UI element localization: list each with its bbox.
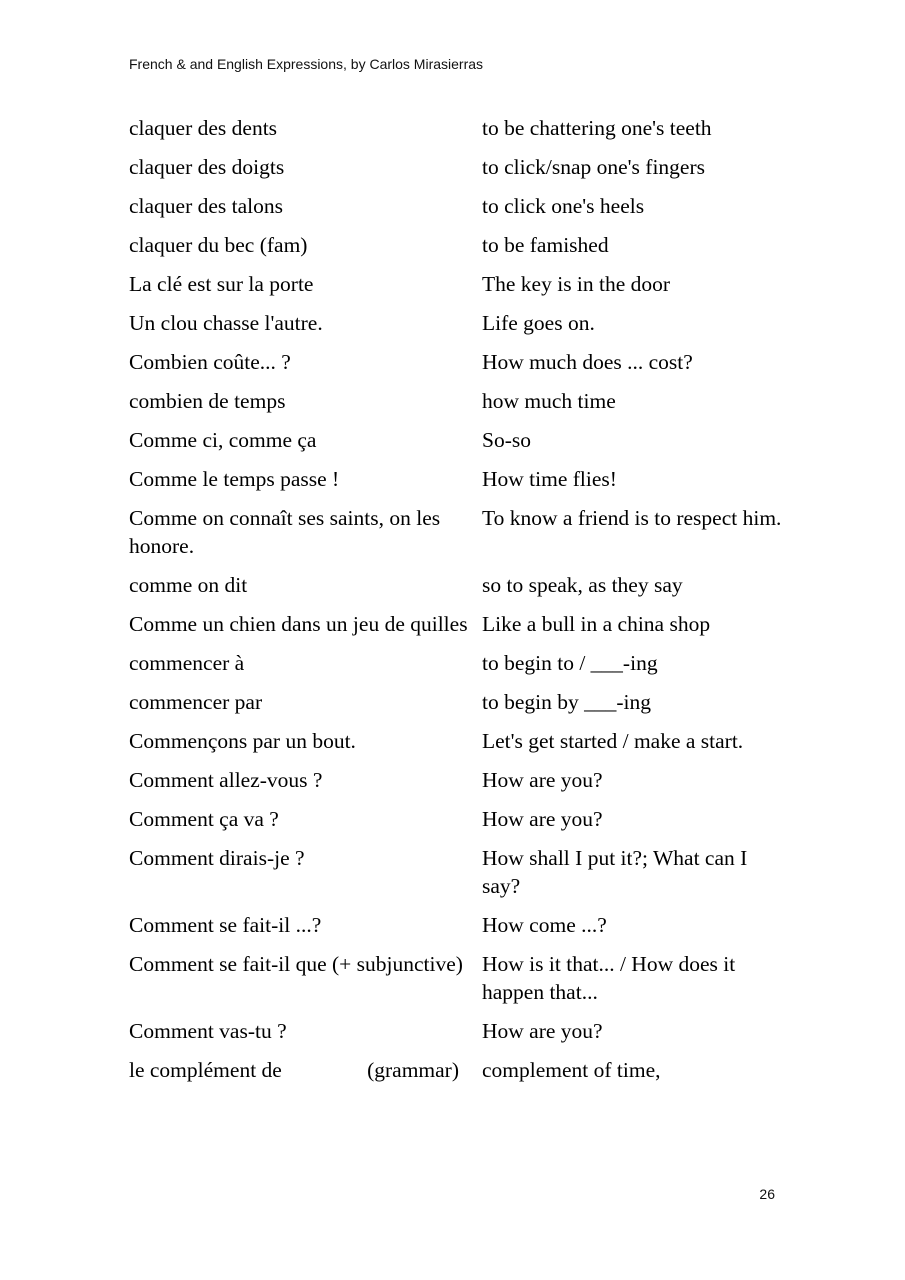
- english-translation: to begin to / ___-ing: [482, 651, 658, 675]
- english-translation: Let's get started / make a start.: [482, 729, 744, 753]
- english-translation: to be chattering one's teeth: [482, 116, 712, 140]
- english-translation: The key is in the door: [482, 272, 671, 296]
- english-translation: to be famished: [482, 233, 609, 257]
- list-item: [129, 465, 789, 493]
- french-expression: Combien coûte... ?: [129, 350, 291, 374]
- list-item: [129, 231, 789, 259]
- list-item: [129, 727, 789, 755]
- french-expression: combien de temps: [129, 389, 286, 413]
- list-item: [129, 805, 789, 833]
- list-item: [129, 688, 789, 716]
- french-expression: Comme on connaît ses saints, on les honore.: [129, 506, 441, 558]
- list-item: [129, 426, 789, 454]
- french-expression: claquer des talons: [129, 194, 284, 218]
- english-translation: to click/snap one's fingers: [482, 155, 705, 179]
- french-expression: claquer des dents: [129, 116, 278, 140]
- english-translation: How are you?: [482, 1019, 603, 1043]
- french-expression: Comme un chien dans un jeu de quilles: [129, 612, 468, 636]
- english-translation: To know a friend is to respect him.: [482, 506, 782, 530]
- french-expression: Comment ça va ?: [129, 807, 279, 831]
- page-number: 26: [759, 1186, 775, 1202]
- french-expression: Comment allez-vous ?: [129, 768, 323, 792]
- french-expression: La clé est sur la porte: [129, 272, 314, 296]
- list-item: [129, 1056, 789, 1084]
- english-translation: so to speak, as they say: [482, 573, 683, 597]
- list-item: [129, 192, 789, 220]
- list-item: [129, 270, 789, 298]
- list-item: [129, 844, 789, 900]
- english-translation: How shall I put it?; What can I say?: [482, 846, 748, 898]
- list-item: [129, 950, 789, 1006]
- list-item: [129, 911, 789, 939]
- list-item: [129, 766, 789, 794]
- english-translation: Like a bull in a china shop: [482, 612, 711, 636]
- french-expression: Comme le temps passe !: [129, 467, 340, 491]
- french-expression: Comment se fait-il ...?: [129, 913, 322, 937]
- french-expression: claquer du bec (fam): [129, 233, 308, 257]
- french-expression: Commençons par un bout.: [129, 729, 356, 753]
- page-header: French & and English Expressions, by Carlos Mirasierras: [129, 56, 484, 72]
- expression-list: [129, 114, 789, 1095]
- french-expression: Un clou chasse l'autre.: [129, 311, 323, 335]
- list-item: [129, 1017, 789, 1045]
- list-item: [129, 114, 789, 142]
- french-expression-text: le complément de: [129, 1058, 282, 1082]
- list-item: [129, 610, 789, 638]
- list-item: [129, 387, 789, 415]
- english-translation: How are you?: [482, 807, 603, 831]
- english-translation: How come ...?: [482, 913, 607, 937]
- english-translation: how much time: [482, 389, 616, 413]
- french-expression: Comment dirais-je ?: [129, 846, 305, 870]
- english-translation: How much does ... cost?: [482, 350, 693, 374]
- french-expression: commencer à: [129, 651, 245, 675]
- list-item: [129, 649, 789, 677]
- french-expression: commencer par: [129, 690, 263, 714]
- french-expression: comme on dit: [129, 573, 248, 597]
- french-expression: Comme ci, comme ça: [129, 428, 317, 452]
- english-translation: How are you?: [482, 768, 603, 792]
- list-item: [129, 504, 789, 560]
- french-expression: Comment vas-tu ?: [129, 1019, 287, 1043]
- french-expression: claquer des doigts: [129, 155, 285, 179]
- list-item: [129, 571, 789, 599]
- list-item: [129, 153, 789, 181]
- french-expression-note: (grammar): [367, 1058, 459, 1082]
- english-translation: to begin by ___-ing: [482, 690, 651, 714]
- english-translation: How is it that... / How does it happen that...: [482, 952, 736, 1004]
- english-translation: How time flies!: [482, 467, 617, 491]
- list-item: [129, 348, 789, 376]
- english-translation: So-so: [482, 428, 531, 452]
- french-expression: Comment se fait-il que (+ subjunctive): [129, 952, 463, 976]
- english-translation: Life goes on.: [482, 311, 595, 335]
- french-expression: [129, 1056, 482, 1084]
- english-translation: complement of time,: [482, 1058, 661, 1082]
- english-translation: to click one's heels: [482, 194, 645, 218]
- list-item: [129, 309, 789, 337]
